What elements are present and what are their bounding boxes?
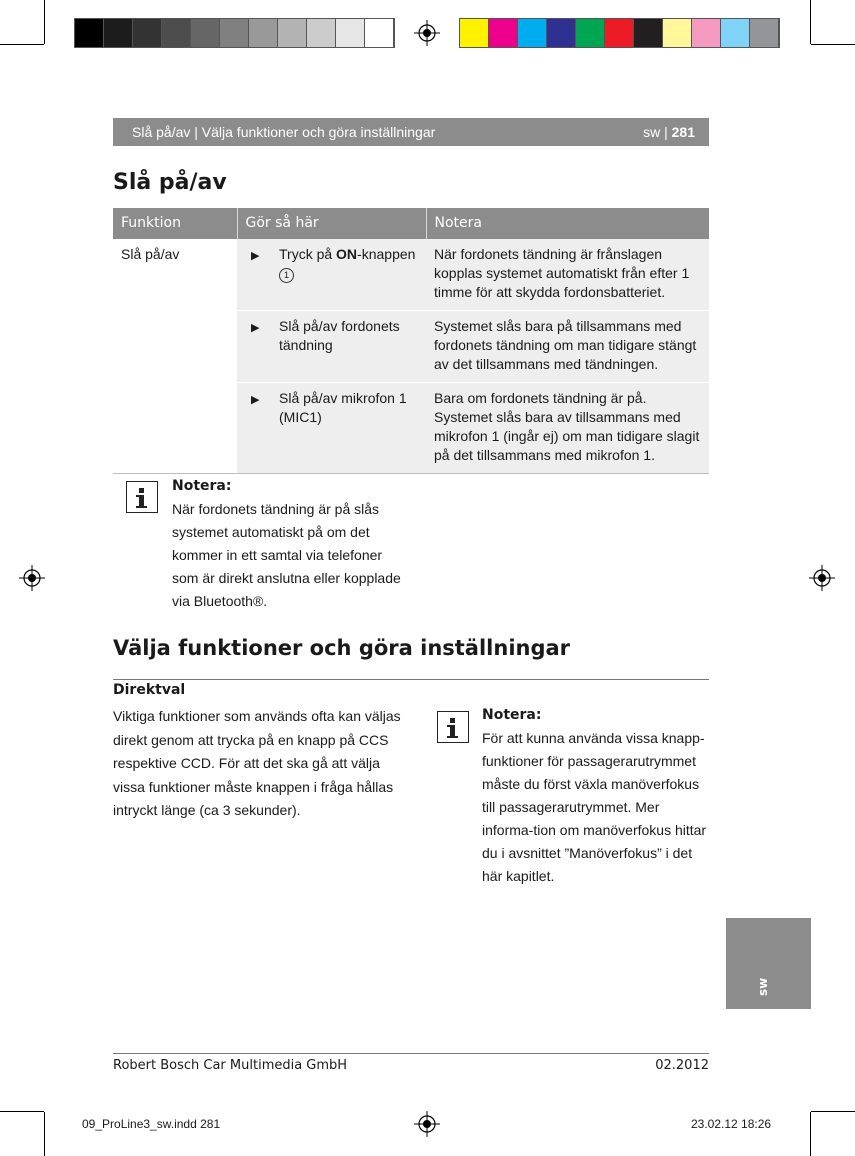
slug-file: 09_ProLine3_sw.indd 281 <box>82 1117 221 1131</box>
color-swatch <box>104 19 133 47</box>
color-swatch <box>249 19 278 47</box>
color-swatch <box>220 19 249 47</box>
crop-mark <box>0 44 44 45</box>
language-tab-label: sw <box>756 977 770 996</box>
crop-mark <box>44 1112 45 1156</box>
footer-date: 02.2012 <box>655 1058 709 1073</box>
color-swatch <box>518 19 547 47</box>
color-swatch <box>191 19 220 47</box>
section-title-functions: Välja funktioner och göra inställningar <box>113 636 571 660</box>
column-header: Gör så här <box>237 208 426 239</box>
column-header: Funktion <box>113 208 237 239</box>
color-swatch <box>634 19 663 47</box>
footer-company: Robert Bosch Car Multimedia GmbH <box>113 1058 348 1073</box>
crop-mark <box>0 1111 44 1112</box>
color-swatch <box>365 19 394 47</box>
function-cell: Slå på/av <box>113 239 237 474</box>
color-swatch <box>750 19 779 47</box>
color-swatch <box>721 19 750 47</box>
grayscale-color-bar <box>74 18 395 48</box>
registration-mark-icon <box>809 565 835 591</box>
table-header-row <box>113 208 709 239</box>
note-text: För att kunna använda vissa knapp-funktioner för passagerarutrymmet måste du först växla manöverfokus till passagerarutrymmet. Mer informa-tion om manöverfokus hittar du i avsnittet ”Manöverfokus” i det här kapitlet. <box>482 730 707 884</box>
registration-mark-icon <box>414 1111 440 1137</box>
info-icon <box>126 481 158 513</box>
body-paragraph: Viktiga funktioner som används ofta kan väljas direkt genom att trycka på en knapp på CCS respektive CCD. För att det ska gå att välja vissa funktioner måste knappen i fråga hållas intryckt länge (ca 3 sekunder). <box>113 708 401 818</box>
color-swatch <box>576 19 605 47</box>
footer-rule <box>113 1053 709 1054</box>
action-cell <box>237 311 426 383</box>
page-number: 281 <box>671 124 695 140</box>
note-text: När fordonets tändning är på slås systemet automatiskt på om det kommer in ett samtal via telefoner som är direkt anslutna eller kopplade via Bluetooth®. <box>172 501 401 609</box>
crop-mark <box>811 44 855 45</box>
note-box <box>482 704 710 888</box>
color-swatch <box>162 19 191 47</box>
section-title-switch: Slå på/av <box>113 170 227 195</box>
running-title: Slå på/av | Välja funktioner och göra inställningar <box>132 124 436 140</box>
function-table <box>113 208 709 474</box>
arrow-bullet-icon: ▶ <box>251 250 260 262</box>
crop-mark <box>810 1112 811 1156</box>
table-row <box>113 239 709 311</box>
crop-mark <box>44 0 45 44</box>
action-prefix: Tryck på <box>279 246 337 262</box>
footer <box>113 1058 709 1073</box>
page-separator: | <box>664 124 668 140</box>
note-title: Notera: <box>172 478 232 494</box>
crop-mark <box>811 1111 855 1112</box>
on-key-label: ON <box>336 246 358 262</box>
color-swatch <box>133 19 162 47</box>
action-suffix: -knappen <box>357 246 416 262</box>
note-title: Notera: <box>482 707 542 723</box>
registration-mark-icon <box>19 565 45 591</box>
lang-code: sw <box>643 124 661 140</box>
color-swatch <box>489 19 518 47</box>
color-swatch <box>663 19 692 47</box>
action-text: Slå på/av fordonets tändning <box>279 318 400 353</box>
color-swatch <box>460 19 489 47</box>
action-text <box>279 245 415 283</box>
color-swatch <box>547 19 576 47</box>
section-rule <box>113 679 709 680</box>
color-swatch <box>278 19 307 47</box>
note-box <box>172 475 404 613</box>
arrow-bullet-icon: ▶ <box>251 322 260 334</box>
process-color-bar <box>459 18 780 48</box>
action-cell <box>237 383 426 474</box>
info-icon <box>437 711 469 743</box>
note-cell: När fordonets tändning är frånslagen kopplas systemet automatiskt från efter 1 timme för att skydda fordonsbatteriet. <box>426 239 709 311</box>
note-cell: Systemet slås bara på tillsammans med fordonets tändning om man tidigare stängt av det tillsammans med tändningen. <box>426 311 709 383</box>
color-swatch <box>336 19 365 47</box>
column-header: Notera <box>426 208 709 239</box>
running-header <box>113 118 709 146</box>
color-swatch <box>75 19 104 47</box>
action-cell <box>237 239 426 311</box>
color-swatch <box>307 19 336 47</box>
color-swatch <box>692 19 721 47</box>
page-indicator <box>643 124 695 140</box>
color-swatch <box>605 19 634 47</box>
slug-timestamp: 23.02.12 18:26 <box>691 1117 772 1131</box>
action-text: Slå på/av mikrofon 1 (MIC1) <box>279 390 407 425</box>
crop-mark <box>810 0 811 44</box>
callout-number-icon: 1 <box>279 268 294 283</box>
note-cell: Bara om fordonets tändning är på. Systemet slås bara av tillsammans med mikrofon 1 (ingår ej) om man tidigare slagit på det tillsammans med mikrofon 1. <box>426 383 709 474</box>
registration-mark-icon <box>414 20 440 46</box>
subsection-title: Direktval <box>113 682 186 698</box>
arrow-bullet-icon: ▶ <box>251 394 260 406</box>
